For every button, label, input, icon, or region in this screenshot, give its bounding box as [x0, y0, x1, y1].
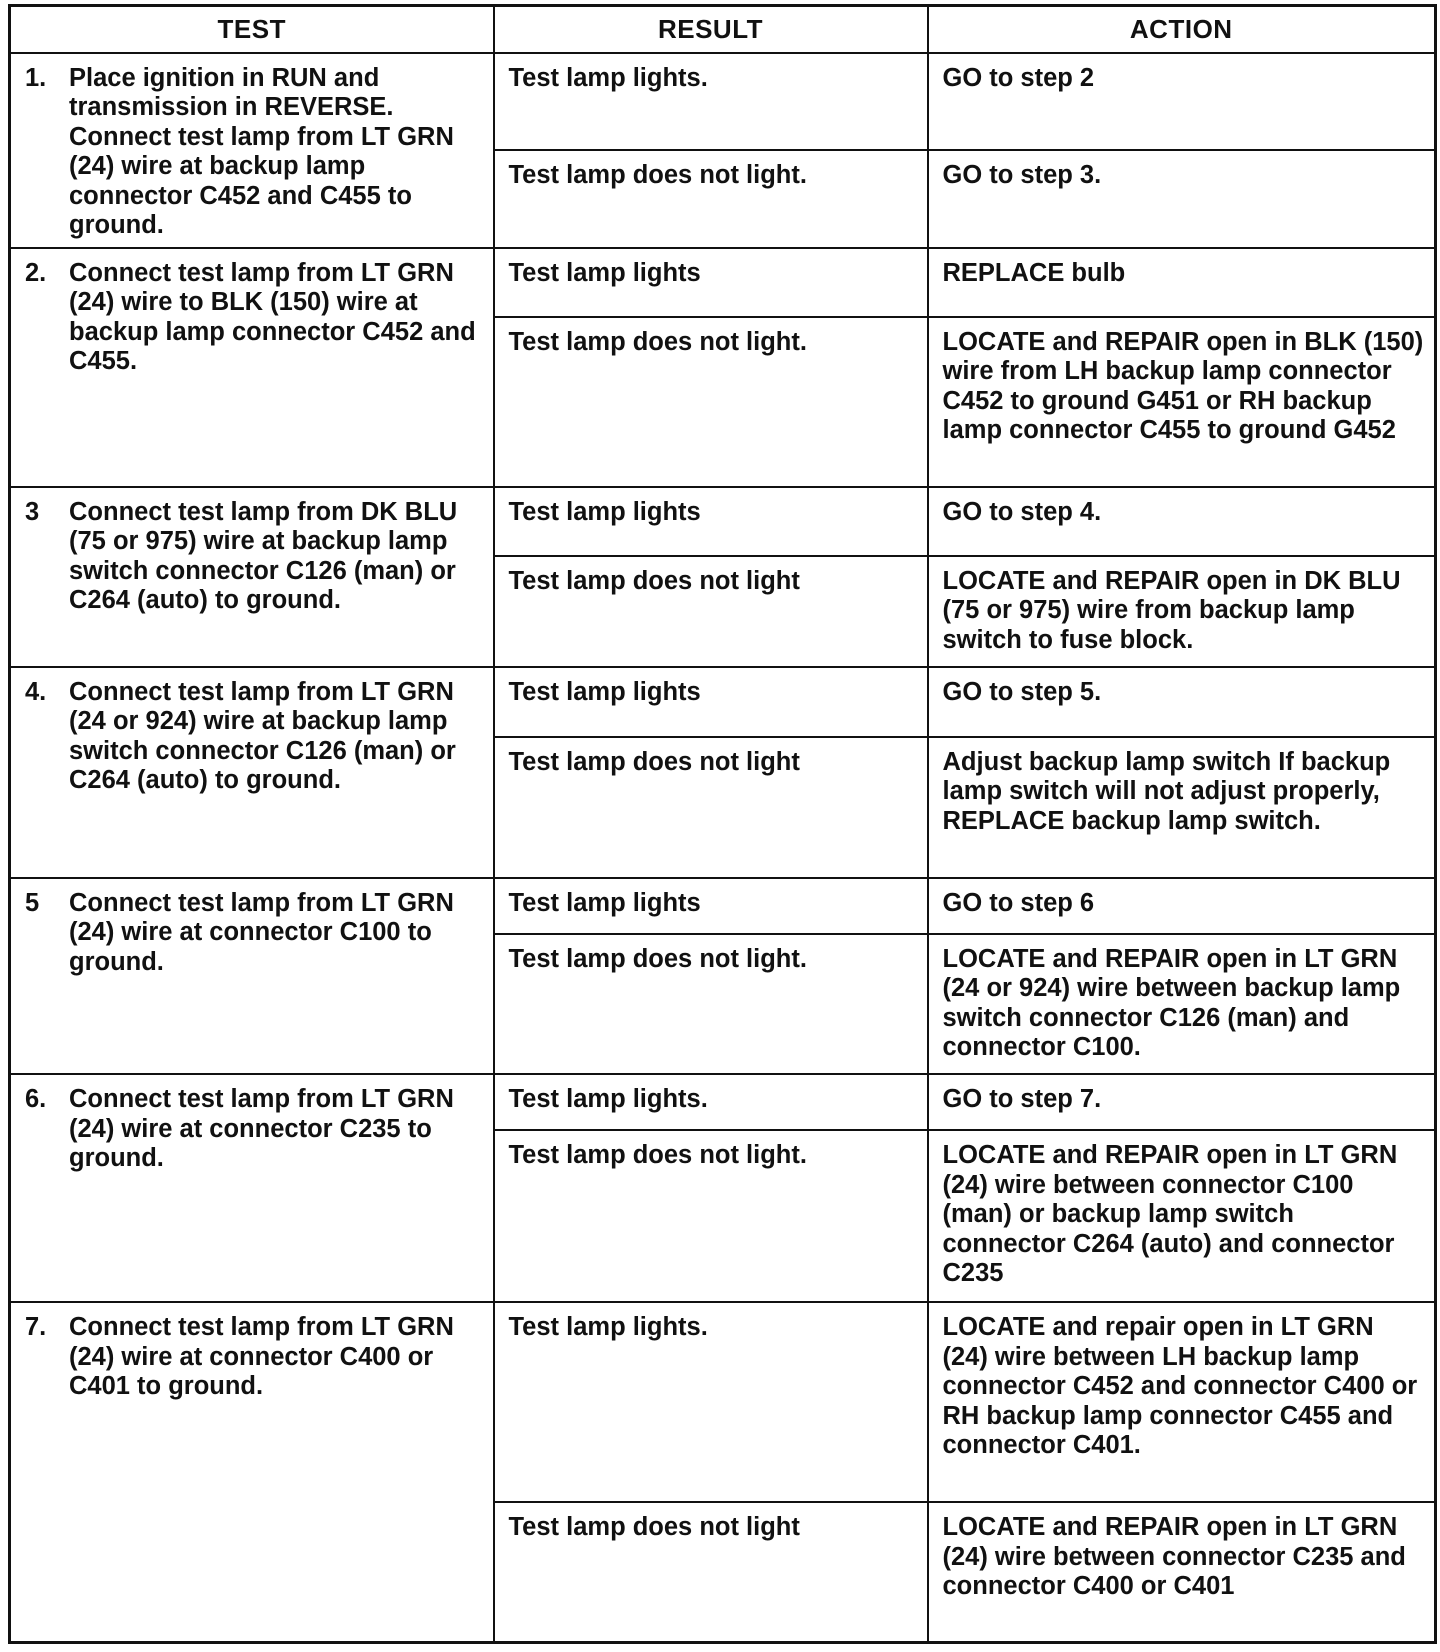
action-cell: LOCATE and REPAIR open in DK BLU (75 or 975) wire from backup lamp switch to fuse block.	[928, 556, 1436, 667]
result-cell: Test lamp does not light	[494, 556, 928, 667]
action-cell: GO to step 3.	[928, 150, 1436, 248]
test-cell	[10, 878, 494, 1074]
header-action: ACTION	[928, 6, 1436, 53]
step-number: 5	[25, 888, 40, 917]
result-cell: Test lamp lights.	[494, 1074, 928, 1130]
action-cell: GO to step 7.	[928, 1074, 1436, 1130]
action-cell: LOCATE and REPAIR open in LT GRN (24) wire between connector C100 (man) or backup lamp switch connector C264 (auto) and connector C235	[928, 1130, 1436, 1302]
result-cell: Test lamp lights	[494, 878, 928, 934]
step-number: 3	[25, 497, 40, 526]
step-number: 4.	[25, 677, 47, 706]
test-cell	[10, 1302, 494, 1642]
header-test: TEST	[10, 6, 494, 53]
action-cell: LOCATE and repair open in LT GRN (24) wire between LH backup lamp connector C452 and connector C400 or RH backup lamp connector C455 and connector C401.	[928, 1302, 1436, 1502]
table-row	[10, 248, 1436, 317]
result-cell: Test lamp lights.	[494, 53, 928, 150]
action-cell: GO to step 2	[928, 53, 1436, 150]
table-row	[10, 1074, 1436, 1130]
test-cell	[10, 1074, 494, 1302]
test-cell	[10, 667, 494, 878]
result-cell: Test lamp lights.	[494, 1302, 928, 1502]
result-cell: Test lamp does not light	[494, 737, 928, 878]
step-number: 2.	[25, 258, 47, 287]
test-cell	[10, 53, 494, 248]
header-result: RESULT	[494, 6, 928, 53]
result-cell: Test lamp lights	[494, 248, 928, 317]
test-description: Connect test lamp from LT GRN (24 or 924) wire at backup lamp switch connector C126 (man) or C264 (auto) to ground.	[69, 677, 456, 795]
result-cell: Test lamp does not light.	[494, 934, 928, 1074]
action-cell: GO to step 4.	[928, 487, 1436, 556]
result-cell: Test lamp lights	[494, 667, 928, 737]
action-cell: LOCATE and REPAIR open in BLK (150) wire from LH backup lamp connector C452 to ground G451 or RH backup lamp connector C455 to ground G452	[928, 317, 1436, 487]
action-cell: LOCATE and REPAIR open in LT GRN (24 or 924) wire between backup lamp switch connector C126 (man) and connector C100.	[928, 934, 1436, 1074]
table-row	[10, 53, 1436, 150]
action-cell: REPLACE bulb	[928, 248, 1436, 317]
test-description: Place ignition in RUN and transmission in REVERSE. Connect test lamp from LT GRN (24) wire at backup lamp connector C452 and C455 to ground.	[69, 63, 454, 239]
test-cell	[10, 487, 494, 667]
action-cell: LOCATE and REPAIR open in LT GRN (24) wire between connector C235 and connector C400 or C401	[928, 1502, 1436, 1642]
result-cell: Test lamp does not light.	[494, 1130, 928, 1302]
action-cell: Adjust backup lamp switch If backup lamp switch will not adjust properly, REPLACE backup lamp switch.	[928, 737, 1436, 878]
step-number: 1.	[25, 63, 47, 92]
table-row	[10, 487, 1436, 556]
result-cell: Test lamp does not light.	[494, 317, 928, 487]
test-description: Connect test lamp from LT GRN (24) wire at connector C235 to ground.	[69, 1085, 454, 1173]
test-cell	[10, 248, 494, 487]
test-description: Connect test lamp from DK BLU (75 or 975) wire at backup lamp switch connector C126 (man) or C264 (auto) to ground.	[69, 497, 458, 615]
test-description: Connect test lamp from LT GRN (24) wire at connector C400 or C401 to ground.	[69, 1313, 454, 1401]
step-number: 6.	[25, 1085, 47, 1114]
result-cell: Test lamp does not light	[494, 1502, 928, 1642]
table-row	[10, 1302, 1436, 1502]
test-description: Connect test lamp from LT GRN (24) wire to BLK (150) wire at backup lamp connector C452 and C455.	[69, 258, 476, 376]
step-number: 7.	[25, 1313, 47, 1342]
action-cell: GO to step 6	[928, 878, 1436, 934]
header-row	[10, 6, 1436, 53]
result-cell: Test lamp does not light.	[494, 150, 928, 248]
test-description: Connect test lamp from LT GRN (24) wire at connector C100 to ground.	[69, 888, 454, 976]
result-cell: Test lamp lights	[494, 487, 928, 556]
table-row	[10, 667, 1436, 737]
diagnostic-table	[8, 4, 1437, 1644]
table-row	[10, 878, 1436, 934]
action-cell: GO to step 5.	[928, 667, 1436, 737]
